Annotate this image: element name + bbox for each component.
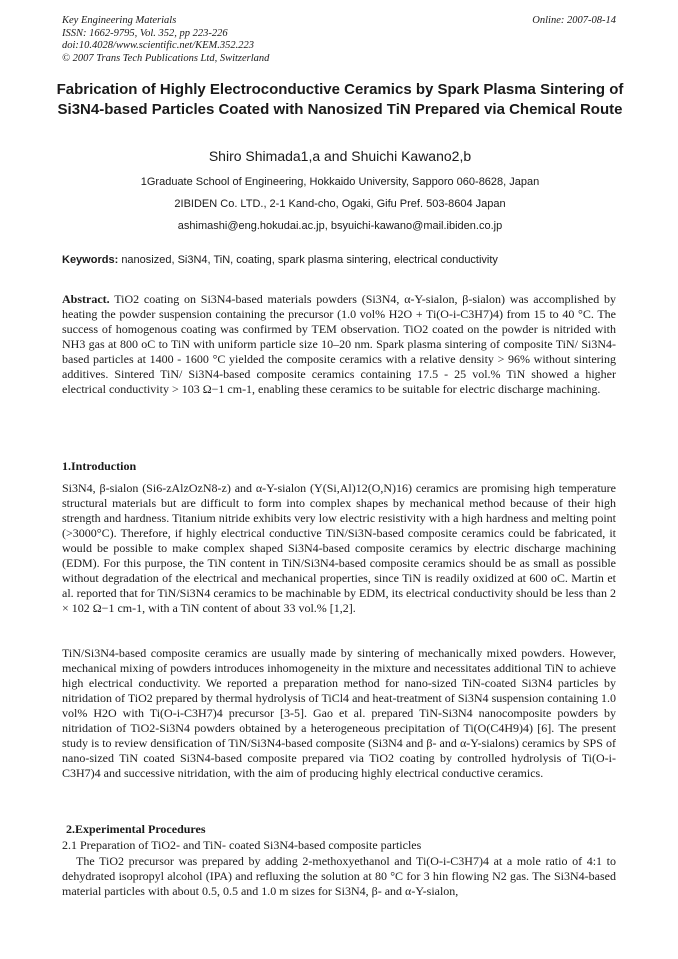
online-date: Online: 2007-08-14 xyxy=(532,15,616,26)
abstract xyxy=(62,292,616,397)
abstract-label: Abstract. xyxy=(62,292,110,306)
affiliation-2: 2IBIDEN Co. LTD., 2-1 Kand-cho, Ogaki, Gifu Pref. 503-8604 Japan xyxy=(174,198,506,210)
copyright-line: © 2007 Trans Tech Publications Ltd, Switzerland xyxy=(62,52,270,64)
author-line: Shiro Shimada1,a and Shuichi Kawano2,b xyxy=(208,148,472,164)
subsection-heading-2-1: 2.1 Preparation of TiO2- and TiN- coated Si3N4-based composite particles xyxy=(62,838,422,852)
keywords-label: Keywords: xyxy=(62,254,119,266)
abstract-text: TiO2 coating on Si3N4-based materials powders (Si3N4, α-Y-sialon, β-sialon) was accomplished by heating the powder suspension containing the precursor (1.0 vol% H2O + Ti(O-i-C3H7)4) from 15 to 40 °C. The success of homogenous coating was confirmed by TEM observation. TiO2 coated on the powder is nitrided with NH3 gas at 800 oC to TiN with uniform particle size 10–20 nm. Spark plasma sintering of composite TiN/ Si3N4-based particles at 1400 - 1600 °C yielded the composite ceramics with a relative density > 96% without sintering additives. Sintered TiN/ Si3N4-based composite ceramics containing 17.5 - 25 vol.% TiN showed a higher electrical conductivity > 103 Ω−1 cm-1, enabling these ceramics to be suitable for electric discharge machining. xyxy=(62,292,616,396)
journal-name: Key Engineering Materials xyxy=(62,15,177,26)
section-heading-experimental: 2.Experimental Procedures xyxy=(66,822,206,836)
introduction-paragraph-2: TiN/Si3N4-based composite ceramics are usually made by sintering of mechanically mixed powders. However, mechanical mixing of powders introduces inhomogeneity in the mixture and necessitates additional TiN to achieve high electrical conductivity. We reported a preparation method for nano-sized TiN-coated Si3N4 particles by nitridation of TiO2 prepared by thermal hydrolysis of TiCl4 and heat-treatment of Si3N4 suspension containing 1.0 vol% H2O with Ti(O-i-C3H7)4 precursor [3-5]. Gao et al. prepared TiN-Si3N4 nanocomposite powders by nitridation of TiO2-Si3N4 powders obtained by a heterogeneous precipitation of Ti(O(C4H9)4) [6]. The present study is to review densification of TiN/Si3N4-based composite (Si3N4 and β- and α-Y-sialons) ceramics by SPS of nano-sized TiN coated Si3N4-based composite prepared via TiO2 coating by controlled hydrolysis of Ti(O-i-C3H7)4 and successive nitridation, with the aim of producing highly electrical conductive ceramics. xyxy=(62,646,616,780)
paper-title: Fabrication of Highly Electroconductive Ceramics by Spark Plasma Sintering of Si3N4-based Particles Coated with Nanosized TiN Prepared via Chemical Route xyxy=(56,81,624,118)
journal-header xyxy=(62,15,616,65)
issn-line: ISSN: 1662-9795, Vol. 352, pp 223-226 xyxy=(62,27,228,39)
author-emails: ashimashi@eng.hokudai.ac.jp, bsyuichi-kawano@mail.ibiden.co.jp xyxy=(177,220,503,232)
section-heading-introduction: 1.Introduction xyxy=(62,459,137,473)
introduction-paragraph-1: Si3N4, β-sialon (Si6-zAlzOzN8-z) and α-Y-sialon (Y(Si,Al)12(O,N)16) ceramics are promising high temperature structural materials but are difficult to form into complex shapes by mechanical method because of their high strength and hardness. Titanium nitride exhibits very low electric resistivity with a high hardness and melting point (>3000°C). Therefore, if highly electrical conductive TiN/Si3N-based composite ceramics could be fabricated, it would be possible to make complex shaped Si3N4-based composite ceramics by electric discharge machining (EDM). For this purpose, the TiN content in TiN/Si3N4-based composite ceramics should be as small as possible without degradation of the electrical and mechanical properties, since TiN is readily oxidized at 600 oC. Martin et al. reported that for TiN/Si3N4 ceramics to be machinable by EDM, its electrical conductivity should be less than 2 × 102 Ω−1 cm-1, with a TiN content of about 33 vol.% [1,2]. xyxy=(62,481,616,615)
experimental-paragraph-1: The TiO2 precursor was prepared by adding 2-methoxyethanol and Ti(O-i-C3H7)4 at a mole ratio of 4:1 to dehydrated isopropyl alcohol (IPA) and refluxing the solution at 80 °C for 3 hin flowing N2 gas. The Si3N4-based material particles with about 0.5, 0.5 and 1.0 m sizes for Si3N4, β- and α-Y-sialon, xyxy=(62,854,616,898)
keywords-line xyxy=(62,254,616,266)
affiliation-1: 1Graduate School of Engineering, Hokkaido University, Sapporo 060-8628, Japan xyxy=(140,176,540,188)
doi-line: doi:10.4028/www.scientific.net/KEM.352.223 xyxy=(62,40,254,51)
keywords-text: nanosized, Si3N4, TiN, coating, spark plasma sintering, electrical conductivity xyxy=(121,254,498,266)
